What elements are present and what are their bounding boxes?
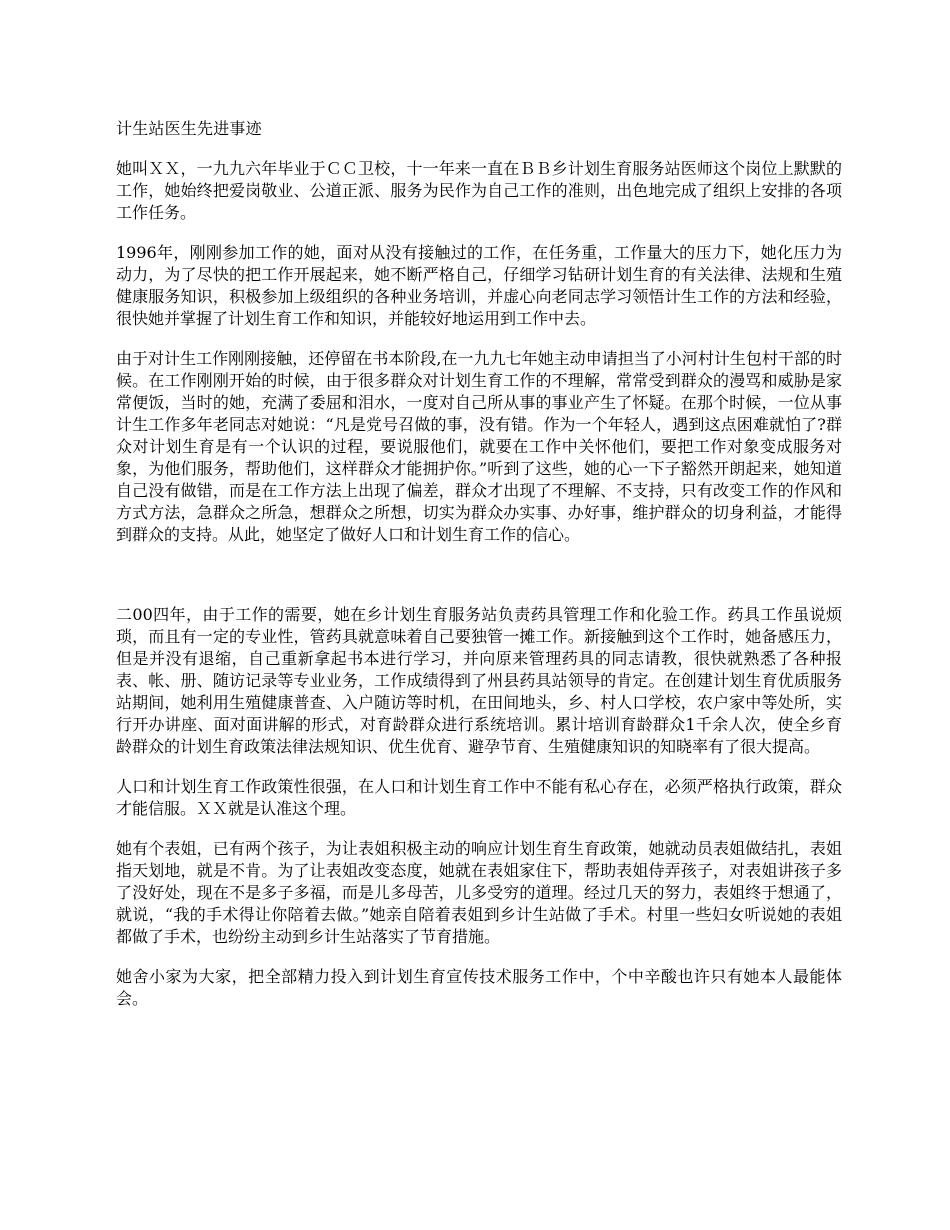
paragraph: 由于对计生工作刚刚接触，还停留在书本阶段,在一九九七年她主动申请担当了小河村计生包村干部的时候。在工作刚刚开始的时候，由于很多群众对计划生育工作的不理解，常常受到群众的漫骂和威胁是家常便饭，当时的她，充满了委屈和泪水，一度对自己所从事的事业产生了怀疑。在那个时候，一位从事计生工作多年老同志对她说：“凡是党号召做的事，没有错。作为一个年轻人，遇到这点困难就怕了?群众对计划生育是有一个认识的过程，要说服他们，就要在工作中关怀他们，要把工作对象变成服务对象，为他们服务，帮助他们，这样群众才能拥护你。”听到了这些，她的心一下子豁然开朗起来，她知道自己没有做错，而是在工作方法上出现了偏差，群众才出现了不理解、不支持，只有改变工作的作风和方式方法，急群众之所急，想群众之所想，切实为群众办实事、办好事，维护群众的切身利益，才能得到群众的支持。从此，她坚定了做好人口和计划生育工作的信心。 xyxy=(116,349,842,544)
paragraph: 她叫ＸＸ，一九九六年毕业于ＣＣ卫校，十一年来一直在ＢＢ乡计划生育服务站医师这个岗位上默默的工作，她始终把爱岗敬业、公道正派、服务为民作为自己工作的准则，出色地完成了组织上安排的各项工作任务。 xyxy=(116,159,842,222)
document-title: 计生站医生先进事迹 xyxy=(116,119,262,138)
paragraph: 人口和计划生育工作政策性很强，在人口和计划生育工作中不能有私心存在，必须严格执行政策，群众才能信服。ＸＸ就是认准这个理。 xyxy=(116,777,842,818)
paragraph: 她有个表姐，已有两个孩子，为让表姐积极主动的响应计划生育生育政策，她就动员表姐做结扎，表姐指天划地，就是不肯。为了让表姐改变态度，她就在表姐家住下，帮助表姐侍弄孩子，对表姐讲孩子多了没好处，现在不是多子多福，而是儿多母苦，儿多受穷的道理。经过几天的努力，表姐终于想通了，就说，“我的手术得让你陪着去做。”她亲自陪着表姐到乡计生站做了手术。村里一些妇女听说她的表姐都做了手术，也纷纷主动到乡计生站落实了节育措施。 xyxy=(116,839,842,946)
document-body xyxy=(116,118,842,1028)
paragraph: 二00四年，由于工作的需要，她在乡计划生育服务站负责药具管理工作和化验工作。药具工作虽说烦琐，而且有一定的专业性，管药具就意味着自己要独管一摊工作。新接触到这个工作时，她备感压力，但是并没有退缩，自己重新拿起书本进行学习，并向原来管理药具的同志请教，很快就熟悉了各种报表、帐、册、随访记录等专业业务，工作成绩得到了州县药具站领导的肯定。在创建计划生育优质服务站期间，她利用生殖健康普查、入户随访等时机，在田间地头，乡、村人口学校，农户家中等处所，实行开办讲座、面对面讲解的形式，对育龄群众进行系统培训。累计培训育龄群众1千余人次，使全乡育龄群众的计划生育政策法律法规知识、优生优育、避孕节育、生殖健康知识的知晓率有了很大提高。 xyxy=(116,605,842,756)
section-gap xyxy=(116,564,842,604)
paragraph: 她舍小家为大家，把全部精力投入到计划生育宣传技术服务工作中，个中辛酸也许只有她本人最能体会。 xyxy=(116,967,842,1008)
paragraph: 1996年，刚刚参加工作的她，面对从没有接触过的工作，在任务重，工作量大的压力下，她化压力为动力，为了尽快的把工作开展起来，她不断严格自己，仔细学习钻研计划生育的有关法律、法规和生殖健康服务知识，积极参加上级组织的各种业务培训，并虚心向老同志学习领悟计生工作的方法和经验，很快她并掌握了计划生育工作和知识，并能较好地运用到工作中去。 xyxy=(116,243,842,328)
